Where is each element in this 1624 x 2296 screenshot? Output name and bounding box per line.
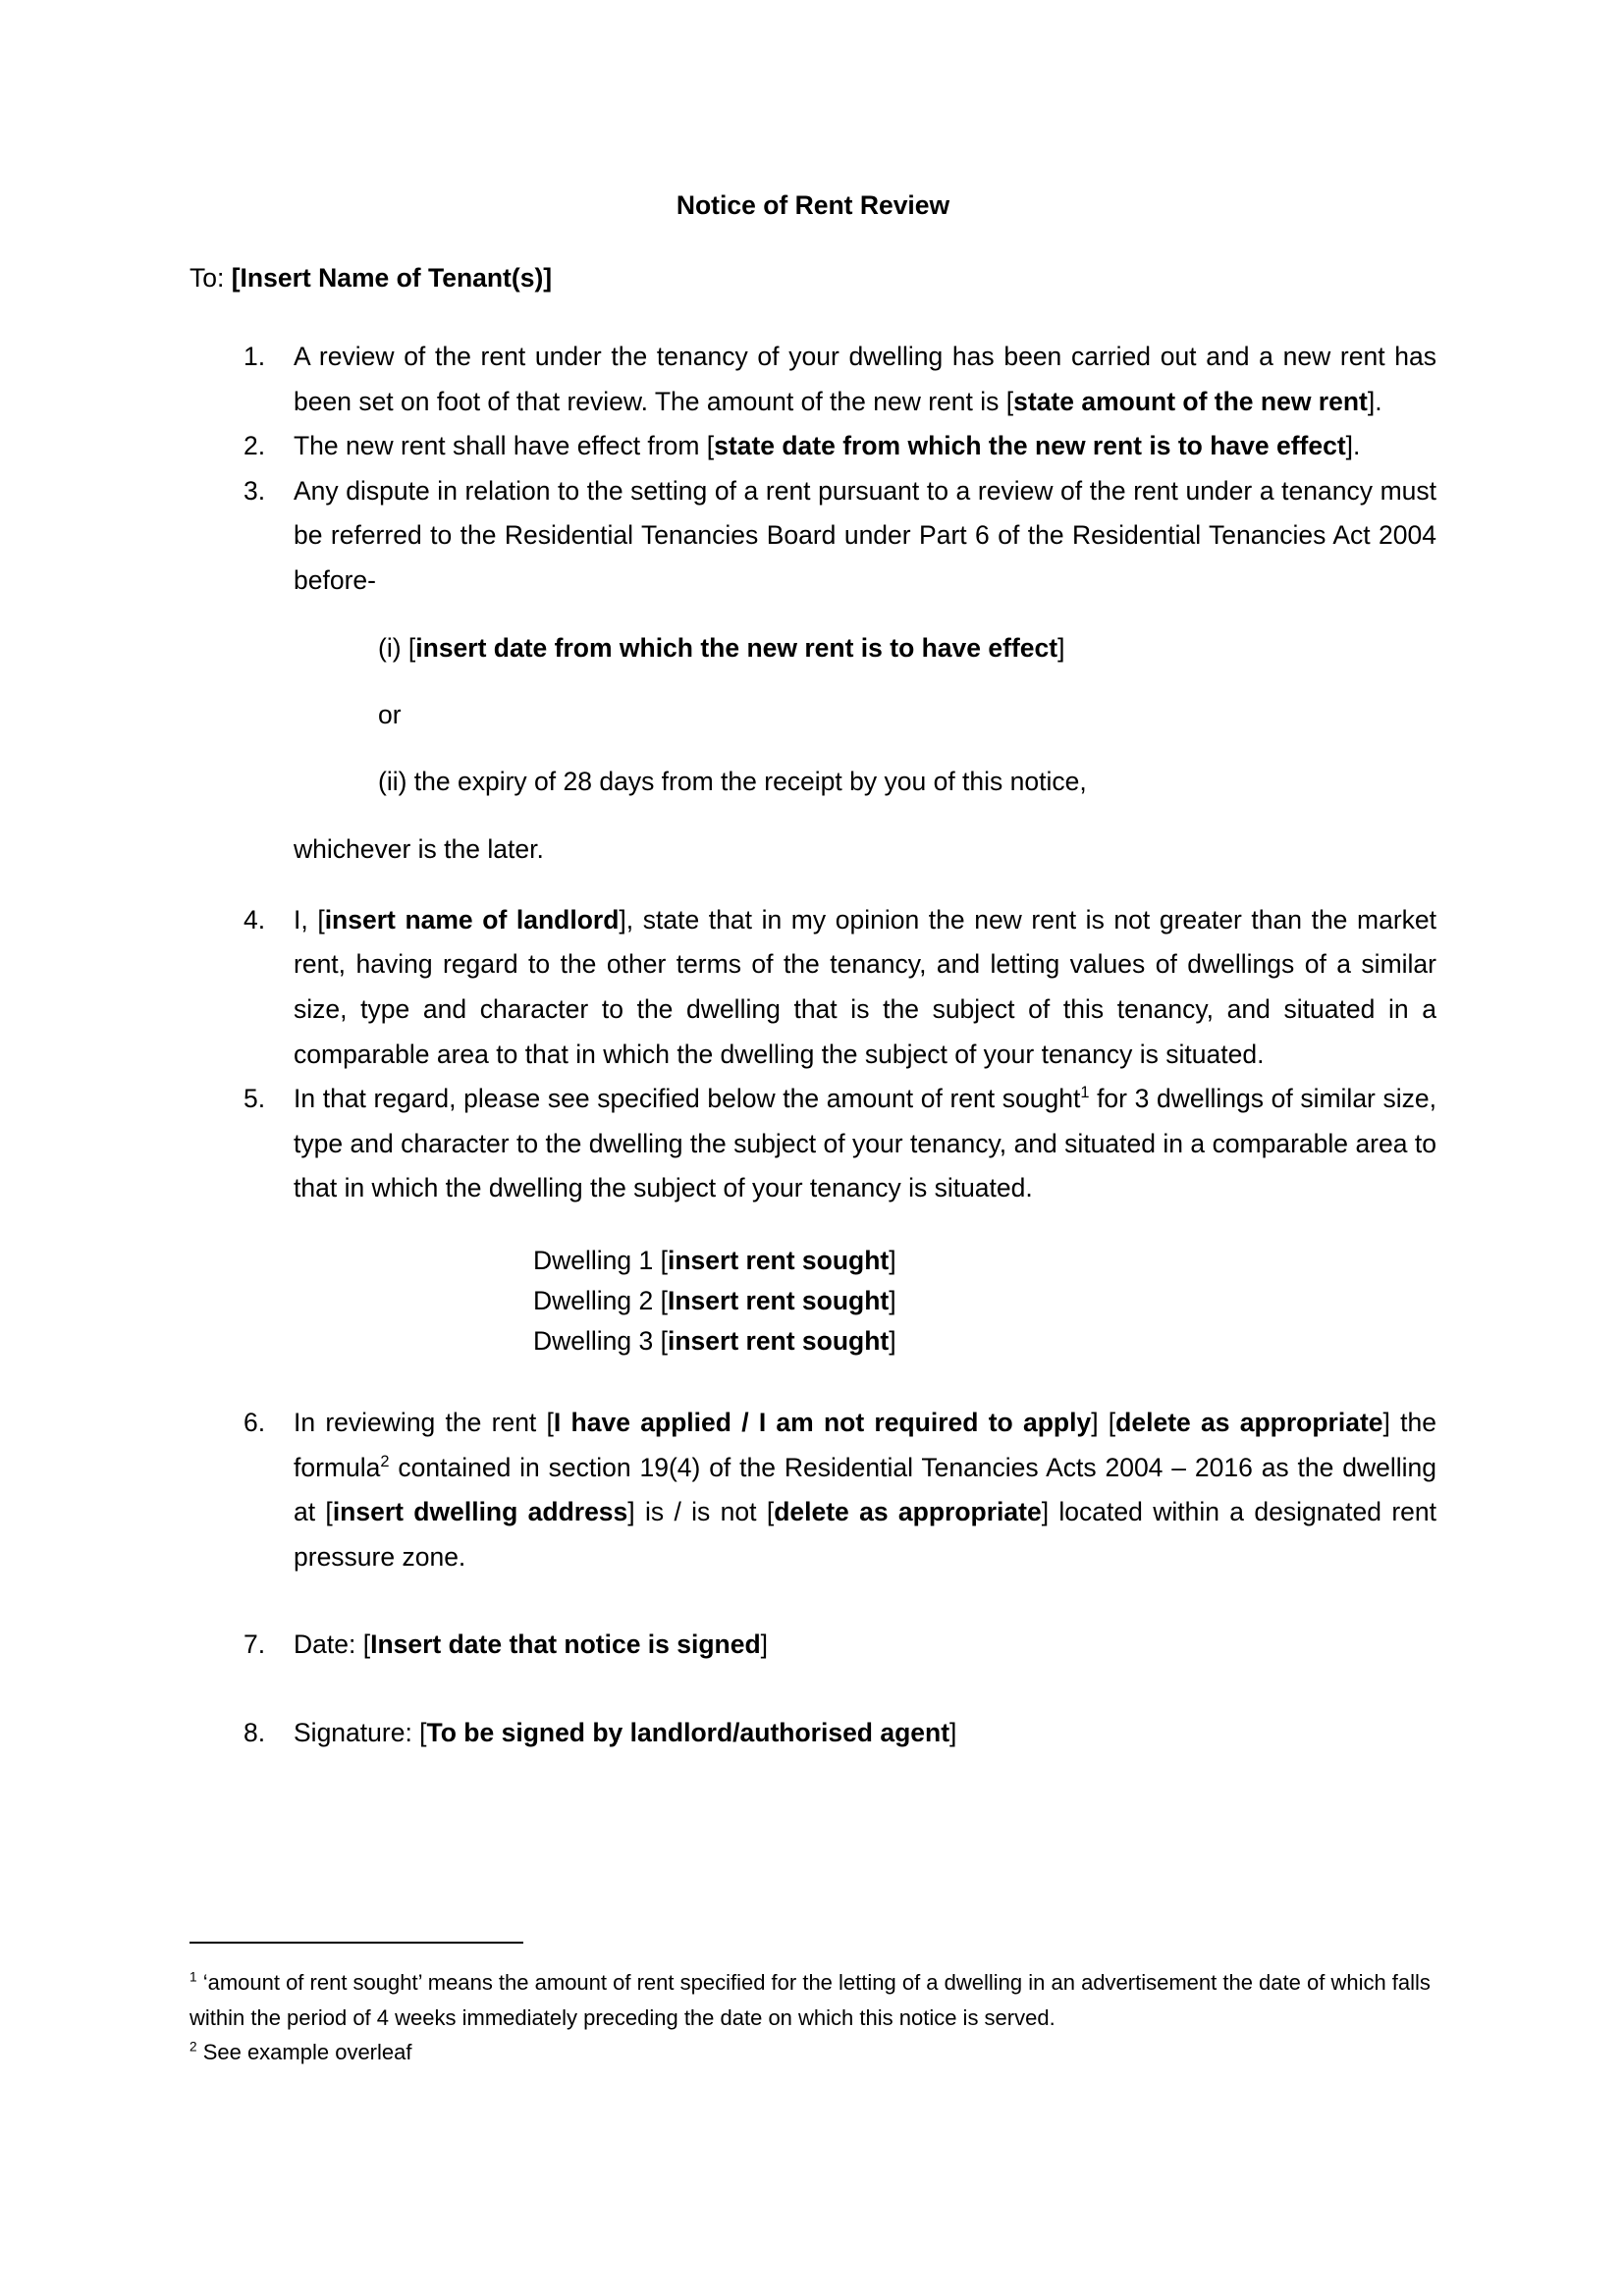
recipient-line	[189, 219, 1436, 292]
clause-text	[294, 1077, 1436, 1211]
footnote-marker-2: 2	[380, 1452, 390, 1470]
clause-text	[294, 424, 1436, 469]
clause-number: 5.	[244, 1084, 266, 1114]
clause-placeholder: delete as appropriate	[774, 1497, 1042, 1527]
footnote-text: See example overleaf	[196, 2040, 412, 2065]
subclause-prefix: (i) [	[378, 633, 416, 664]
clause-list-continued	[189, 898, 1436, 1211]
clause-text-part: contained in section 19(4) of the Residential Tenancies Acts 2004 – 2016 as the dwelling at [	[294, 1452, 1436, 1527]
clause-text-part: ].	[1345, 431, 1361, 461]
clause-text	[294, 1623, 1436, 1668]
clause-text-part: ] [	[1091, 1408, 1116, 1438]
clause-number: 7.	[244, 1629, 266, 1660]
clause-number: 6.	[244, 1408, 266, 1438]
dwelling-placeholder: insert rent sought	[667, 1325, 890, 1356]
clause-text-part: ].	[1367, 386, 1382, 416]
footnote-2	[189, 2035, 1436, 2070]
footnote-section	[189, 1942, 1436, 2070]
footnote-number: 1	[189, 1969, 197, 1985]
clause-placeholder: state date from which the new rent is to have effect	[714, 431, 1346, 461]
clause-text-part: In that regard, please see specified below the amount of rent sought	[294, 1084, 1081, 1114]
clause-item-4	[189, 898, 1436, 1077]
dwelling-row	[533, 1241, 1436, 1281]
clause-placeholder: delete as appropriate	[1115, 1408, 1383, 1438]
subclause-placeholder: insert date from which the new rent is to have effect	[415, 633, 1058, 664]
clause-text-part: ] is / is not [	[627, 1497, 775, 1527]
clause-text-part: for 3 dwellings of similar size, type and character to the dwelling the subject of your tenancy, and situated in a comparable area to that in which the dwelling the subject of your tenancy is situated.	[294, 1084, 1436, 1203]
clause-text-part: Signature: [	[294, 1717, 427, 1747]
dwelling-row	[533, 1281, 1436, 1321]
recipient-label: To:	[189, 262, 232, 293]
clause-text-part: ] located within a designated rent pressure zone.	[294, 1497, 1437, 1572]
clause-placeholder: insert dwelling address	[332, 1497, 628, 1527]
dwelling-placeholder: insert rent sought	[667, 1245, 890, 1275]
spacer	[189, 873, 1436, 898]
clause-text: Any dispute in relation to the setting of a rent pursuant to a review of the rent under a tenancy must be referred to the Residential Tenancies Board under Part 6 of the Residential Tenancies Act 2004 before-	[294, 475, 1436, 595]
clause-number: 3.	[244, 475, 266, 506]
whichever-is-later-text: whichever is the later.	[294, 834, 544, 865]
subclause-or: or	[378, 700, 402, 730]
clause-item-8	[189, 1711, 1436, 1756]
clause-item-1	[189, 335, 1436, 424]
clause-item-5	[189, 1077, 1436, 1211]
dwelling-row	[533, 1321, 1436, 1362]
clause-text-part: ], state that in my opinion the new rent is not greater than the market rent, having regard to the other terms of the tenancy, and letting values of dwellings of a similar size, type and character to the dwelling that is the subject of this tenancy, and situated in a comparable area to that in which the dwelling the subject of your tenancy is situated.	[294, 904, 1437, 1069]
footnote-marker-1: 1	[1080, 1084, 1090, 1102]
dwelling-rent-list	[189, 1211, 1436, 1367]
subclause-i	[189, 626, 1436, 671]
clause-text-part: The new rent shall have effect from [	[294, 431, 715, 461]
clause-placeholder: I have applied / I am not required to apply	[553, 1408, 1092, 1438]
footnote-1	[189, 1965, 1436, 2035]
clause-text-part: ]	[949, 1717, 957, 1747]
page-title: Notice of Rent Review	[676, 190, 950, 220]
dwelling-label: Dwelling 3 [	[533, 1325, 668, 1356]
dwelling-placeholder: Insert rent sought	[667, 1285, 890, 1315]
clause-text	[294, 898, 1436, 1077]
clause-number: 4.	[244, 904, 266, 934]
footnote-separator	[189, 1942, 523, 1944]
footnote-number: 2	[189, 2039, 197, 2055]
clause-text-part: In reviewing the rent [	[294, 1408, 554, 1438]
clause-list	[189, 335, 1436, 603]
subclause-suffix: ]	[1057, 633, 1065, 664]
footnote-text: ‘amount of rent sought’ means the amount of rent specified for the letting of a dwelling in an advertisement the date of which falls within the period of 4 weeks immediately preceding the date on which this notice is served.	[189, 1970, 1431, 2030]
recipient-placeholder: [Insert Name of Tenant(s)]	[231, 262, 553, 293]
clause-item-2	[189, 424, 1436, 469]
clause-text	[294, 335, 1436, 424]
subclause-ii: (ii) the expiry of 28 days from the receipt by you of this notice,	[378, 766, 1087, 796]
clause-placeholder: state amount of the new rent	[1013, 386, 1368, 416]
clause-list-final	[189, 1401, 1436, 1755]
document-body	[189, 0, 1436, 1755]
dwelling-label: Dwelling 2 [	[533, 1285, 668, 1315]
clause-text-part: ]	[760, 1629, 769, 1660]
date-placeholder: Insert date that notice is signed	[370, 1629, 761, 1660]
clause-number: 8.	[244, 1717, 266, 1747]
clause-text-part: Date: [	[294, 1629, 371, 1660]
clause-text-part: A review of the rent under the tenancy of your dwelling has been carried out and a new rent has been set on foot of that review. The amount of the new rent is [	[294, 342, 1436, 416]
dwelling-suffix: ]	[889, 1245, 896, 1275]
clause-item-6	[189, 1401, 1436, 1579]
clause-item-3	[189, 469, 1436, 604]
spacer	[189, 291, 1436, 335]
signature-placeholder: To be signed by landlord/authorised agent	[426, 1717, 950, 1747]
clause-text-part: ] the formula	[294, 1408, 1436, 1482]
dwelling-label: Dwelling 1 [	[533, 1245, 668, 1275]
dwelling-suffix: ]	[889, 1325, 896, 1356]
clause-text	[294, 1711, 1436, 1756]
clause-text-part: I, [	[294, 904, 325, 934]
dwelling-suffix: ]	[889, 1285, 896, 1315]
subclause-group	[189, 603, 1436, 804]
clause-placeholder: insert name of landlord	[324, 904, 620, 934]
clause-number: 2.	[244, 431, 266, 461]
clause-text	[294, 1401, 1436, 1579]
clause-item-7	[189, 1623, 1436, 1668]
clause-number: 1.	[244, 342, 266, 371]
